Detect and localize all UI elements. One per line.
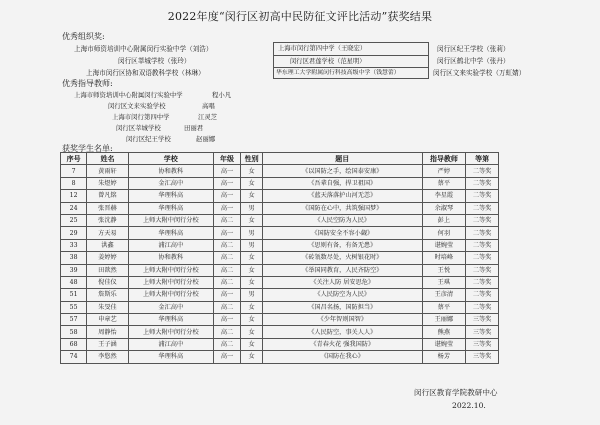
cell-teacher: 王丽娜 bbox=[422, 314, 466, 326]
cell-level: 二等奖 bbox=[466, 214, 499, 226]
cell-school: 上师大附中闵行分校 bbox=[128, 214, 213, 226]
cell-index: 68 bbox=[61, 338, 87, 350]
cell-name: 洪鑫 bbox=[87, 239, 129, 251]
cell-topic: 《国防安全不容小觑》 bbox=[263, 227, 422, 239]
cell-school: 上师大附中闵行分校 bbox=[128, 276, 213, 288]
cell-school: 协和教科 bbox=[128, 165, 213, 177]
cell-school: 华理科高 bbox=[128, 202, 213, 214]
cell-teacher: 余淑琴 bbox=[422, 202, 466, 214]
org-award-entry: 上海市闵行第四中学（王晓宏） bbox=[274, 43, 428, 56]
cell-gender: 女 bbox=[241, 177, 263, 189]
table-row bbox=[61, 214, 499, 226]
cell-name: 曾凡铭 bbox=[87, 190, 129, 202]
cell-level: 二等奖 bbox=[466, 276, 499, 288]
cell-index: 57 bbox=[61, 314, 87, 326]
table-row bbox=[61, 227, 499, 239]
cell-level: 三等奖 bbox=[466, 326, 499, 338]
cell-grade: 高一 bbox=[213, 289, 240, 301]
cell-name: 朱旻佳 bbox=[87, 301, 129, 313]
cell-teacher: 王悦 bbox=[422, 264, 466, 276]
cell-grade: 高二 bbox=[213, 338, 240, 350]
teacher-award-school: 上海市闵行第四中学 bbox=[112, 113, 170, 121]
table-row bbox=[61, 190, 499, 202]
cell-level: 二等奖 bbox=[466, 227, 499, 239]
cell-teacher: 王彦清 bbox=[422, 289, 466, 301]
issuer: 闵行区教育学院教研中心 bbox=[414, 388, 498, 397]
cell-grade: 高二 bbox=[213, 264, 240, 276]
table-row bbox=[61, 252, 499, 264]
cell-index: 8 bbox=[61, 177, 87, 189]
cell-index: 7 bbox=[61, 165, 87, 177]
cell-teacher: 谌婉莹 bbox=[422, 239, 466, 251]
cell-school: 上师大附中闵行分校 bbox=[128, 264, 213, 276]
table-row bbox=[61, 326, 499, 338]
cell-school: 华理科高 bbox=[128, 351, 213, 363]
cell-level: 二等奖 bbox=[466, 252, 499, 264]
cell-name: 詹斯乐 bbox=[87, 289, 129, 301]
table-row bbox=[61, 314, 499, 326]
cell-grade: 高一 bbox=[213, 227, 240, 239]
cell-name: 田歆然 bbox=[87, 264, 129, 276]
org-award-entry: 闵行区莘城学校（张玲） bbox=[118, 57, 191, 65]
org-award-entry: 闵行区文来实验学校（万虹婧） bbox=[433, 69, 526, 77]
teacher-award-name: 江灵芝 bbox=[198, 113, 218, 121]
cell-name: 朱煜婷 bbox=[87, 177, 129, 189]
table-row bbox=[61, 276, 499, 288]
cell-grade: 高一 bbox=[213, 314, 240, 326]
cell-name: 倪佳仪 bbox=[87, 276, 129, 288]
cell-index: 58 bbox=[61, 326, 87, 338]
cell-topic: 《吾辈自强，捍卫祖国》 bbox=[263, 177, 422, 189]
cell-level: 二等奖 bbox=[466, 289, 499, 301]
cell-gender: 女 bbox=[241, 314, 263, 326]
cell-topic: 《以国防之手，绘国泰安康》 bbox=[263, 165, 422, 177]
org-award-entry: 闵行区君莲学校（范星明） bbox=[274, 56, 428, 69]
cell-name: 姜婷婷 bbox=[87, 252, 129, 264]
cell-grade: 高二 bbox=[213, 252, 240, 264]
org-award-entry: 闵行区纪王学校（张莉） bbox=[437, 45, 510, 53]
issue-date: 2022.10. bbox=[452, 401, 486, 410]
cell-grade: 高二 bbox=[213, 326, 240, 338]
cell-level: 三等奖 bbox=[466, 338, 499, 350]
cell-gender: 女 bbox=[241, 338, 263, 350]
org-award-label: 优秀组织奖: bbox=[62, 32, 105, 41]
cell-grade: 高二 bbox=[213, 239, 240, 251]
cell-topic: 《国防在我心》 bbox=[263, 351, 422, 363]
cell-school: 上师大附中闵行分校 bbox=[128, 326, 213, 338]
column-header: 姓名 bbox=[87, 153, 129, 165]
cell-index: 48 bbox=[61, 276, 87, 288]
cell-index: 39 bbox=[61, 264, 87, 276]
cell-gender: 女 bbox=[241, 326, 263, 338]
cell-school: 浦江高中 bbox=[128, 239, 213, 251]
table-row bbox=[61, 165, 499, 177]
column-header: 学校 bbox=[128, 153, 213, 165]
cell-grade: 高二 bbox=[213, 214, 240, 226]
cell-teacher: 彭上 bbox=[422, 214, 466, 226]
table-row bbox=[61, 202, 499, 214]
student-award-table bbox=[60, 152, 499, 364]
cell-index: 74 bbox=[61, 351, 87, 363]
cell-name: 李悠然 bbox=[87, 351, 129, 363]
cell-name: 张晋赫 bbox=[87, 202, 129, 214]
cell-gender: 男 bbox=[241, 202, 263, 214]
table-row bbox=[61, 338, 499, 350]
student-award-label: 获奖学生名单: bbox=[62, 144, 113, 153]
cell-level: 二等奖 bbox=[466, 239, 499, 251]
table-row bbox=[61, 351, 499, 363]
teacher-award-school: 闵行区莘城学校 bbox=[116, 124, 161, 132]
cell-level: 二等奖 bbox=[466, 165, 499, 177]
cell-index: 12 bbox=[61, 190, 87, 202]
cell-school: 华理科高 bbox=[128, 314, 213, 326]
column-header: 序号 bbox=[61, 153, 87, 165]
cell-topic: 《人民防空为人民》 bbox=[263, 289, 422, 301]
column-header: 年级 bbox=[213, 153, 240, 165]
cell-level: 二等奖 bbox=[466, 202, 499, 214]
cell-school: 华理科高 bbox=[128, 190, 213, 202]
cell-topic: 《思则有备，有备无患》 bbox=[263, 239, 422, 251]
cell-grade: 高一 bbox=[213, 177, 240, 189]
cell-gender: 女 bbox=[241, 264, 263, 276]
cell-index: 25 bbox=[61, 214, 87, 226]
cell-index: 51 bbox=[61, 289, 87, 301]
cell-topic: 《国昌名扬，国防担当》 bbox=[263, 301, 422, 313]
table-row bbox=[61, 289, 499, 301]
cell-teacher: 何羽 bbox=[422, 227, 466, 239]
teacher-award-school: 闵行区文来实验学校 bbox=[108, 102, 166, 110]
cell-grade: 高一 bbox=[213, 190, 240, 202]
document-title: 2022年度“闵行区初高中民防征文评比活动”获奖结果 bbox=[167, 10, 433, 23]
cell-gender: 女 bbox=[241, 214, 263, 226]
cell-topic: 《国防在心中，共筑强国梦》 bbox=[263, 202, 422, 214]
cell-gender: 男 bbox=[241, 289, 263, 301]
org-award-entry: 上海市闵行区协和双语教科学校（林琳） bbox=[86, 69, 205, 77]
teacher-award-name: 程小凡 bbox=[212, 91, 232, 99]
cell-index: 55 bbox=[61, 301, 87, 313]
cell-name: 黄雨轩 bbox=[87, 165, 129, 177]
cell-grade: 高二 bbox=[213, 301, 240, 313]
cell-school: 上师大附中闵行分校 bbox=[128, 289, 213, 301]
org-award-entry: 上海市师资培训中心附属闵行实验中学（刘浩） bbox=[74, 45, 213, 53]
cell-topic: 《少年智则国智》 bbox=[263, 314, 422, 326]
cell-level: 二等奖 bbox=[466, 190, 499, 202]
column-header: 性别 bbox=[241, 153, 263, 165]
table-row bbox=[61, 301, 499, 313]
cell-gender: 男 bbox=[241, 239, 263, 251]
teacher-award-school: 上海市师资培训中心附属闵行实验中学 bbox=[74, 91, 183, 99]
cell-grade: 高一 bbox=[213, 351, 240, 363]
column-header: 指导教师 bbox=[422, 153, 466, 165]
cell-level: 二等奖 bbox=[466, 301, 499, 313]
cell-name: 方天易 bbox=[87, 227, 129, 239]
cell-teacher: 熊燕 bbox=[422, 326, 466, 338]
column-header: 题目 bbox=[263, 153, 422, 165]
table-row bbox=[61, 239, 499, 251]
cell-topic: 《人民空防为人民》 bbox=[263, 214, 422, 226]
cell-name: 张沈静 bbox=[87, 214, 129, 226]
table-row bbox=[61, 177, 499, 189]
table-row bbox=[61, 264, 499, 276]
org-award-entry: 闵行区鹤北中学（张丹） bbox=[437, 57, 510, 65]
cell-school: 浦江高中 bbox=[128, 338, 213, 350]
cell-teacher: 时培峰 bbox=[422, 252, 466, 264]
cell-name: 申章艺 bbox=[87, 314, 129, 326]
cell-index: 24 bbox=[61, 202, 87, 214]
cell-school: 华理科高 bbox=[128, 227, 213, 239]
cell-topic: 《砖瓴数尽处，火树银花时》 bbox=[263, 252, 422, 264]
cell-gender: 女 bbox=[241, 301, 263, 313]
cell-level: 三等奖 bbox=[466, 351, 499, 363]
cell-name: 王子涵 bbox=[87, 338, 129, 350]
cell-grade: 高一 bbox=[213, 165, 240, 177]
cell-teacher: 蔡平 bbox=[422, 301, 466, 313]
cell-topic: 《举国同教育，人民齐防空》 bbox=[263, 264, 422, 276]
teacher-award-name: 高唱 bbox=[202, 102, 215, 110]
org-award-boxed-group bbox=[273, 42, 429, 79]
cell-gender: 女 bbox=[241, 165, 263, 177]
cell-level: 三等奖 bbox=[466, 314, 499, 326]
cell-topic: 《蓝天落落护山河无恙》 bbox=[263, 190, 422, 202]
cell-school: 金汇高中 bbox=[128, 301, 213, 313]
cell-gender: 女 bbox=[241, 190, 263, 202]
cell-topic: 《青春火花 强我国防》 bbox=[263, 338, 422, 350]
cell-index: 38 bbox=[61, 252, 87, 264]
cell-teacher: 蔡平 bbox=[422, 177, 466, 189]
table-header-row bbox=[61, 153, 499, 165]
org-award-entry: 华东理工大学附属闵行科技高级中学（钱慧蕾） bbox=[276, 70, 400, 77]
cell-teacher: 严婷 bbox=[422, 165, 466, 177]
cell-level: 二等奖 bbox=[466, 177, 499, 189]
cell-level: 二等奖 bbox=[466, 264, 499, 276]
cell-gender: 男 bbox=[241, 227, 263, 239]
cell-school: 协和教科 bbox=[128, 252, 213, 264]
teacher-award-school: 闵行区纪王学校 bbox=[126, 135, 171, 143]
cell-teacher: 谌婉莹 bbox=[422, 338, 466, 350]
cell-index: 29 bbox=[61, 227, 87, 239]
cell-gender: 女 bbox=[241, 252, 263, 264]
cell-teacher: 王琪 bbox=[422, 276, 466, 288]
teacher-award-name: 赵丽娜 bbox=[196, 135, 216, 143]
cell-grade: 高二 bbox=[213, 276, 240, 288]
cell-name: 周静怡 bbox=[87, 326, 129, 338]
column-header: 等第 bbox=[466, 153, 499, 165]
cell-teacher: 李星霞 bbox=[422, 190, 466, 202]
cell-index: 33 bbox=[61, 239, 87, 251]
cell-grade: 高一 bbox=[213, 202, 240, 214]
cell-gender: 女 bbox=[241, 276, 263, 288]
cell-topic: 《关注人防 居安思危》 bbox=[263, 276, 422, 288]
teacher-award-label: 优秀指导教师: bbox=[62, 79, 113, 88]
cell-school: 金汇高中 bbox=[128, 177, 213, 189]
teacher-award-name: 田丽君 bbox=[184, 124, 204, 132]
cell-teacher: 杨芳 bbox=[422, 351, 466, 363]
cell-topic: 《人民防空，事关人人》 bbox=[263, 326, 422, 338]
cell-gender: 女 bbox=[241, 351, 263, 363]
